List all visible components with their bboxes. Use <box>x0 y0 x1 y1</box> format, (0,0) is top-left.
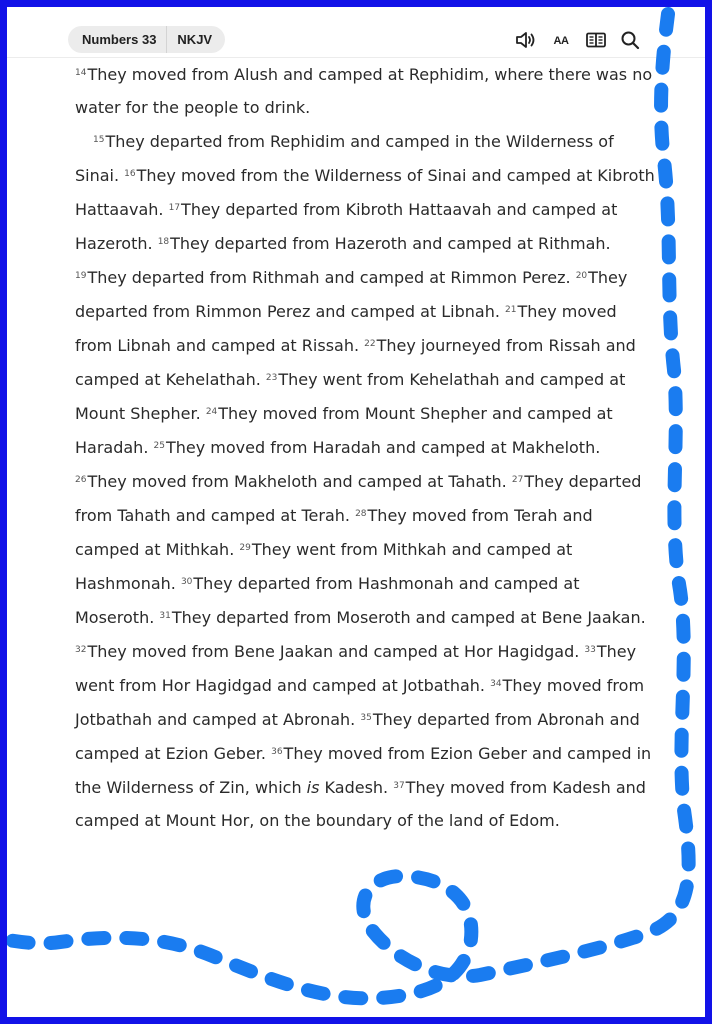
verse-number[interactable]: 29 <box>239 543 251 553</box>
verse-text-main: They departed from Rithmah and camped at Rimmon Perez. <box>87 268 571 287</box>
verse-number[interactable]: 16 <box>124 169 136 179</box>
verse-number[interactable]: 37 <box>393 781 405 791</box>
scripture-text <box>75 57 655 837</box>
verse-text-main: They moved from Makheloth and camped at Tahath. <box>87 472 507 491</box>
speaker-icon <box>514 30 536 50</box>
verse-text-main: They moved from Alush and camped at Rephidim, where there was no water for the people to drink. <box>75 65 653 117</box>
verse-text-main: They departed from Moseroth and camped at Bene Jaakan. <box>171 608 646 627</box>
verse-text-main: They departed from Abronah and camped at Ezion Geber. <box>75 710 640 763</box>
verse-number[interactable]: 26 <box>75 475 87 485</box>
verse-text-main: They departed from Tahath and camped at Terah. <box>75 472 642 525</box>
verse-text-main: They departed from Hazeroth and camped at Rithmah. <box>170 234 611 253</box>
verse-text-main: They moved from Ezion Geber and camped in the Wilderness of Zin, which <box>75 744 652 797</box>
verse-number[interactable]: 21 <box>505 305 517 315</box>
verse-text[interactable] <box>170 234 611 253</box>
paragraph <box>75 124 655 837</box>
passage-selector <box>68 26 225 53</box>
parallel-view-button[interactable] <box>584 29 608 51</box>
verse-text[interactable] <box>166 438 600 457</box>
verse-number[interactable]: 30 <box>180 577 193 587</box>
verse-text-main: They departed from Hashmonah and camped at Moseroth. <box>75 574 580 627</box>
verse-number[interactable]: 22 <box>364 339 376 349</box>
verse-text-main: They went from Kehelathah and camped at Mount Shepher. <box>75 370 626 423</box>
verse-text-main: They moved from Terah and camped at Mithkah. <box>75 506 593 559</box>
verse-text-main: They went from Mithkah and camped at Hashmonah. <box>75 540 573 593</box>
verse-text-main: They moved from Haradah and camped at Makheloth. <box>165 438 601 457</box>
version-button[interactable]: NKJV <box>167 26 225 53</box>
verse-text[interactable] <box>87 268 570 287</box>
verse-number[interactable]: 36 <box>271 747 283 757</box>
verse-number[interactable]: 18 <box>157 237 170 247</box>
verse-number[interactable]: 23 <box>265 373 278 383</box>
verse-number[interactable]: 20 <box>575 271 588 281</box>
book-icon <box>585 31 607 49</box>
verse-text[interactable] <box>87 642 579 661</box>
verse-number[interactable]: 35 <box>360 713 372 723</box>
verse-number[interactable]: 25 <box>153 441 165 451</box>
verse-number[interactable]: 28 <box>355 509 367 519</box>
verse-number[interactable]: 34 <box>490 679 502 689</box>
verse-text[interactable] <box>87 472 506 491</box>
text-size-icon: AA <box>553 35 569 47</box>
text-size-button[interactable] <box>548 29 574 51</box>
verse-number[interactable]: 31 <box>159 611 171 621</box>
verse-number[interactable]: 15 <box>93 135 105 145</box>
search-button[interactable] <box>618 29 642 51</box>
verse-text-main: They moved from Jotbathah and camped at Abronah. <box>75 676 645 729</box>
verse-text-after: Kadesh. <box>324 778 389 797</box>
reader-toolbar <box>7 7 705 58</box>
verse-text-main: They moved from the Wilderness of Sinai and camped at Kibroth Hattaavah. <box>75 166 655 219</box>
verse-number[interactable]: 19 <box>75 271 87 281</box>
verse-number[interactable]: 17 <box>168 203 181 213</box>
verse-text-main: They moved from Libnah and camped at Rissah. <box>75 302 617 355</box>
paragraph <box>75 57 655 124</box>
verse-number[interactable]: 14 <box>75 68 87 78</box>
verse-text-main: They departed from Rephidim and camped in the Wilderness of Sinai. <box>75 132 614 185</box>
verse-text[interactable] <box>75 65 652 117</box>
book-chapter-button[interactable]: Numbers 33 <box>68 26 167 53</box>
verse-text-main: They departed from Kibroth Hattaavah and camped at Hazeroth. <box>75 200 618 253</box>
verse-text-main: They departed from Rimmon Perez and camped at Libnah. <box>75 268 628 321</box>
verse-number[interactable]: 33 <box>584 645 596 655</box>
verse-text-main: They moved from Bene Jaakan and camped at Hor Hagidgad. <box>87 642 580 661</box>
verse-number[interactable]: 32 <box>75 645 87 655</box>
verse-number[interactable]: 24 <box>205 407 218 417</box>
audio-button[interactable] <box>513 29 537 51</box>
verse-number[interactable]: 27 <box>511 475 524 485</box>
verse-text-main: They moved from Mount Shepher and camped at Haradah. <box>75 404 613 457</box>
verse-text-main: They went from Hor Hagidgad and camped at Jotbathah. <box>75 642 637 695</box>
verse-text-italic: is <box>306 778 320 797</box>
verse-text-main: They journeyed from Rissah and camped at Kehelathah. <box>75 336 636 389</box>
verse-text-main: They moved from Kadesh and camped at Mount Hor, on the boundary of the land of Edom. <box>75 778 646 830</box>
search-icon <box>620 30 640 50</box>
verse-text[interactable] <box>172 608 646 627</box>
